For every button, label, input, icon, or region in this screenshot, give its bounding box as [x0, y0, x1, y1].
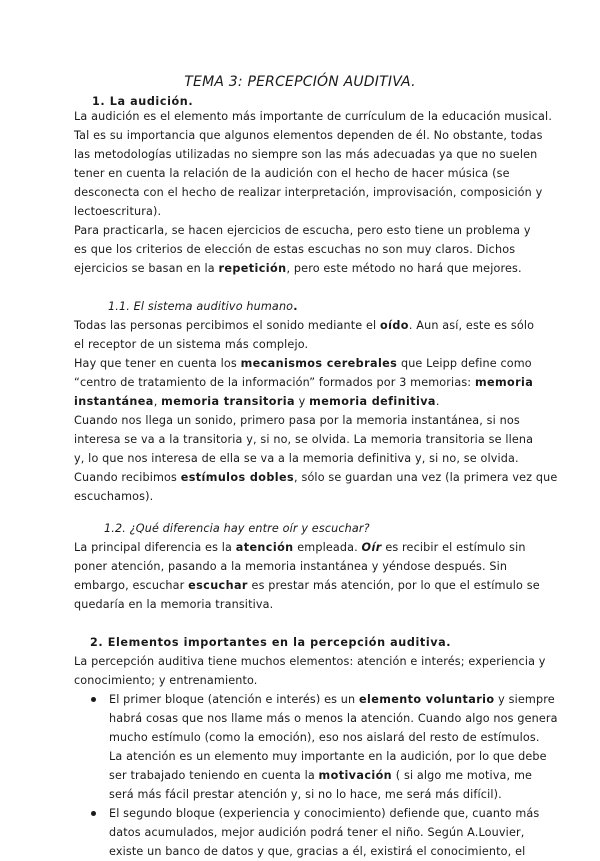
paragraph-line — [74, 392, 440, 411]
text-run: “centro de tratamiento de la información” formados por 3 memorias: — [74, 376, 475, 389]
bullet-line: existe un banco de datos y que, gracias a él, existirá el conocimiento, el — [109, 845, 526, 858]
paragraph-line — [74, 468, 557, 487]
text-run: ejercicios se basan en la — [74, 262, 219, 275]
paragraph-line — [74, 373, 533, 392]
text-run: Hay que tener en cuenta los — [74, 357, 241, 370]
bold-term: escuchar — [188, 579, 248, 592]
paragraph-line: Para practicarla, se hacen ejercicios de escucha, pero esto tiene un problema y — [74, 224, 531, 237]
bullet-line: mucho estímulo (como la emoción), eso nos aislará del resto de estímulos. — [109, 731, 540, 744]
paragraph-line: interesa se va a la transitoria y, si no, se olvida. La memoria transitoria se llena — [74, 433, 534, 446]
bold-term: estímulos dobles — [180, 471, 295, 484]
paragraph-line: Tal es su importancia que algunos elementos dependen de él. No obstante, todas — [74, 129, 543, 142]
paragraph-line: quedaría en la memoria transitiva. — [74, 598, 274, 611]
text-run: , sólo se guardan una vez (la primera vez que — [294, 471, 558, 484]
text-run: embargo, escuchar — [74, 579, 189, 592]
text-run: es recibir el estímulo sin — [381, 541, 526, 554]
heading-text: 1.1. El sistema auditivo humano — [108, 300, 294, 313]
paragraph-line — [74, 538, 526, 557]
text-run: , pero este método no hará que mejores. — [286, 262, 522, 275]
text-run: y — [294, 395, 310, 408]
paragraph-line — [74, 316, 534, 335]
paragraph-line: desconecta con el hecho de realizar interpretación, improvisación, composición y — [74, 186, 543, 199]
bullet-icon — [91, 697, 96, 702]
bold-term: instantánea — [74, 395, 154, 408]
subsection-1-2-heading: 1.2. ¿Qué diferencia hay entre oír y escuchar? — [104, 522, 370, 535]
text-run: . Aun así, este es sólo — [408, 319, 535, 332]
paragraph-line — [74, 259, 522, 278]
bold-term: memoria definitiva — [309, 395, 436, 408]
bold-term: oído — [380, 319, 409, 332]
bold-term: atención — [235, 541, 294, 554]
paragraph-line: conocimiento; y entrenamiento. — [74, 674, 258, 687]
bold-term: motivación — [318, 769, 393, 782]
paragraph-line — [74, 576, 540, 595]
section-1-heading: 1. La audición. — [92, 95, 194, 108]
paragraph-line: La audición es el elemento más importante de currículum de la educación musical. — [74, 110, 553, 123]
text-run: Cuando recibimos — [74, 471, 181, 484]
bullet-line — [109, 690, 555, 709]
bullet-line — [109, 766, 532, 785]
text-run: La principal diferencia es la — [74, 541, 236, 554]
bold-term: mecanismos cerebrales — [240, 357, 398, 370]
bullet-line: datos acumulados, mejor audición podrá tener el niño. Según A.Louvier, — [109, 826, 525, 839]
paragraph-line: es que los criterios de elección de estas escuchas no son muy claros. Dichos — [74, 243, 516, 256]
paragraph-line: lectoescritura). — [74, 205, 162, 218]
paragraph-line: y, lo que nos interesa de ella se va a la memoria definitiva y, si no, se olvida. — [74, 452, 519, 465]
paragraph-line: las metodologías utilizadas no siempre son las más adecuadas ya que no suelen — [74, 148, 538, 161]
paragraph-line — [74, 354, 532, 373]
text-run: El primer bloque (atención e interés) es un — [109, 693, 359, 706]
text-run: ser trabajado teniendo en cuenta la — [109, 769, 319, 782]
text-run: Todas las personas percibimos el sonido mediante el — [74, 319, 381, 332]
text-run: y siempre — [494, 693, 555, 706]
text-run: empleada. — [293, 541, 362, 554]
paragraph-line: el receptor de un sistema más complejo. — [74, 338, 309, 351]
section-2-heading: 2. Elementos importantes en la percepción auditiva. — [90, 636, 452, 649]
text-run: es prestar más atención, por lo que el estímulo se — [247, 579, 540, 592]
paragraph-line: La percepción auditiva tiene muchos elementos: atención e interés; experiencia y — [74, 655, 546, 668]
bold-term: memoria transitoria — [161, 395, 295, 408]
bullet-line: La atención es un elemento muy importante en la audición, por lo que debe — [109, 750, 547, 763]
paragraph-line: tener en cuenta la relación de la audición con el hecho de hacer música (se — [74, 167, 510, 180]
bullet-line: habrá cosas que nos llame más o menos la atención. Cuando algo nos genera — [109, 712, 558, 725]
text-run: . — [435, 395, 440, 408]
bold-term: memoria — [474, 376, 534, 389]
text-run: ( si algo me motiva, me — [392, 769, 533, 782]
text-run: que Leipp define como — [397, 357, 532, 370]
bullet-icon — [91, 811, 96, 816]
paragraph-line: escuchamos). — [74, 490, 154, 503]
heading-dot: . — [293, 300, 298, 313]
subsection-1-1-heading — [108, 297, 298, 316]
page-title: TEMA 3: PERCEPCIÓN AUDITIVA. — [184, 74, 416, 90]
paragraph-line: Cuando nos llega un sonido, primero pasa por la memoria instantánea, si nos — [74, 414, 520, 427]
text-run: , — [153, 395, 162, 408]
bullet-line: El segundo bloque (experiencia y conocimiento) defiende que, cuanto más — [109, 807, 540, 820]
bullet-line: será más fácil prestar atención y, si no lo hace, me será más difícil). — [109, 788, 502, 801]
bold-term: repetición — [218, 262, 287, 275]
bold-term: Oír — [361, 541, 382, 554]
bold-term: elemento voluntario — [359, 693, 495, 706]
paragraph-line: poner atención, pasando a la memoria instantánea y yéndose después. Sin — [74, 560, 508, 573]
